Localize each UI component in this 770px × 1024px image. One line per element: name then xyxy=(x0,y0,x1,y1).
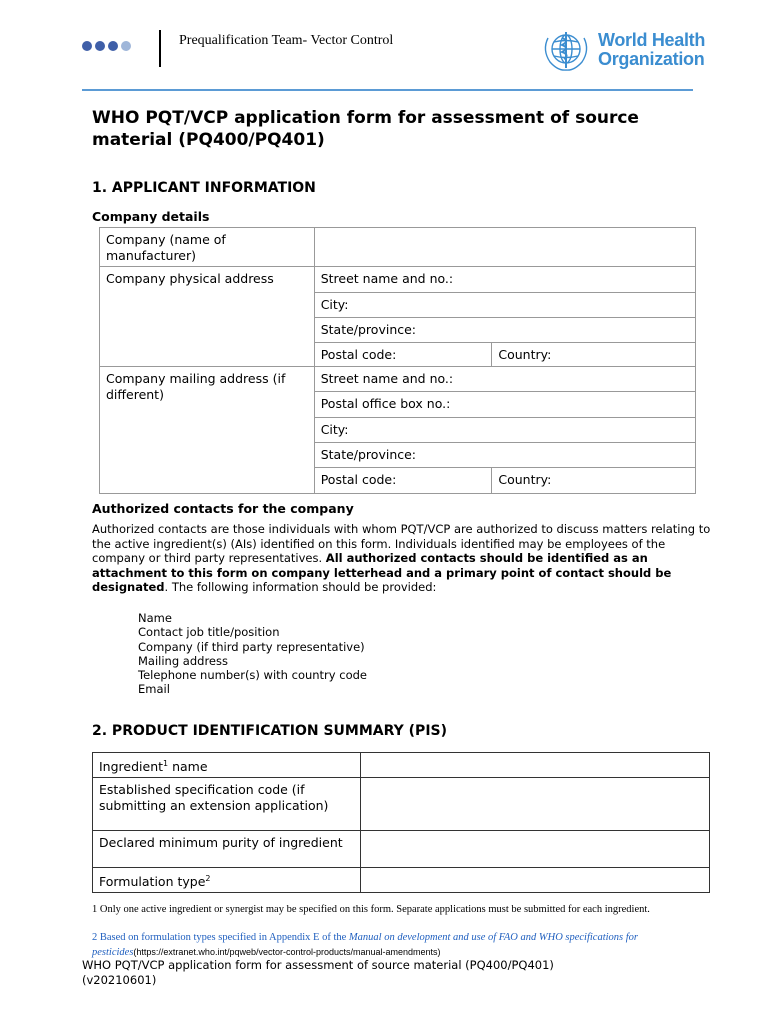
contact-info-list xyxy=(138,611,367,697)
mailing-street-field[interactable]: Street name and no.: xyxy=(314,367,695,392)
section-heading-applicant: 1. APPLICANT INFORMATION xyxy=(92,180,316,196)
footnote-2-text: 2 Based on formulation types specified in Appendix E of the xyxy=(92,932,349,943)
mailing-address-label: Company mailing address (if different) xyxy=(100,367,315,494)
company-details-table xyxy=(99,227,696,494)
footnote-2 xyxy=(92,931,712,960)
manual-url[interactable]: (https://extranet.who.int/pqweb/vector-control-products/manual-amendments) xyxy=(133,947,441,957)
ingredient-name-field[interactable] xyxy=(360,753,709,778)
footer-line-1: WHO PQT/VCP application form for assessment of source material (PQ400/PQ401) xyxy=(82,958,554,972)
contacts-para-bold: All authorized contacts should be identified as an attachment to this form on company letterhead and a primary point of contact should be designated xyxy=(92,551,672,594)
page-footer xyxy=(82,958,554,987)
list-item: Company (if third party representative) xyxy=(138,639,365,654)
spec-code-field[interactable] xyxy=(360,778,709,831)
who-wordmark-line1: World Health xyxy=(598,30,706,50)
footnote-1: 1 Only one active ingredient or synergist may be specified on this form. Separate applications must be submitted for each ingredient. xyxy=(92,904,650,915)
who-wordmark-line2: Organization xyxy=(598,49,705,69)
mailing-pobox-field[interactable]: Postal office box no.: xyxy=(314,392,695,418)
footnote-ref-2: 2 xyxy=(205,874,211,884)
subheading-company-details: Company details xyxy=(92,209,210,224)
dot-2 xyxy=(95,41,105,51)
mailing-state-field[interactable]: State/province: xyxy=(314,443,695,468)
who-logo xyxy=(538,26,705,74)
physical-city-field[interactable]: City: xyxy=(314,293,695,318)
list-item: Mailing address xyxy=(138,653,228,668)
list-item: Name xyxy=(138,611,172,625)
dot-4 xyxy=(121,41,131,51)
ingredient-name-label xyxy=(93,753,361,778)
dot-1 xyxy=(82,41,92,51)
team-name: Prequalification Team- Vector Control xyxy=(179,33,394,48)
formulation-type-field[interactable] xyxy=(360,868,709,893)
mailing-country-field[interactable]: Country: xyxy=(492,468,696,494)
list-item: Telephone number(s) with country code xyxy=(138,668,367,683)
physical-postal-field[interactable]: Postal code: xyxy=(314,343,492,367)
page-title: WHO PQT/VCP application form for assessment of source material (PQ400/PQ401) xyxy=(92,108,639,150)
header-rule xyxy=(82,89,693,91)
contacts-para-end: . The following information should be provided: xyxy=(164,580,437,594)
list-item: Email xyxy=(138,682,170,697)
physical-address-label: Company physical address xyxy=(100,267,315,367)
pis-table xyxy=(92,752,710,893)
list-item: Contact job title/position xyxy=(138,625,280,640)
mailing-postal-field[interactable]: Postal code: xyxy=(314,468,492,494)
spec-code-label: Established specification code (if submitting an extension application) xyxy=(93,778,361,831)
physical-street-field[interactable]: Street name and no.: xyxy=(314,267,695,293)
dot-3 xyxy=(108,41,118,51)
physical-country-field[interactable]: Country: xyxy=(492,343,696,367)
formulation-type-label xyxy=(93,868,361,893)
footer-version: (v20210601) xyxy=(82,972,157,987)
contacts-para-start: Authorized contacts are those individuals with whom PQT/VCP are authorized to discuss matters relating to the active ingredient(s) (AIs) identified on this form. Individuals identified may be employees of the company or third party representatives. xyxy=(92,522,711,565)
header-divider xyxy=(159,30,161,67)
formulation-label-text: Formulation type xyxy=(99,874,206,890)
min-purity-field[interactable] xyxy=(360,831,709,868)
decorative-dots xyxy=(82,41,131,51)
section-heading-pis: 2. PRODUCT IDENTIFICATION SUMMARY (PIS) xyxy=(92,723,448,739)
footnote-ref-1: 1 xyxy=(163,759,169,768)
mailing-city-field[interactable]: City: xyxy=(314,418,695,443)
min-purity-label: Declared minimum purity of ingredient xyxy=(93,831,361,868)
ingredient-label-text: Ingredient xyxy=(99,759,164,775)
manual-link[interactable]: Manual on development and use of FAO and WHO specifications for pesticides xyxy=(92,932,639,958)
physical-state-field[interactable]: State/province: xyxy=(314,318,695,343)
ingredient-label-tail: name xyxy=(168,759,208,775)
company-name-label: Company (name of manufacturer) xyxy=(100,228,315,267)
who-wordmark xyxy=(598,31,705,69)
contacts-heading: Authorized contacts for the company xyxy=(92,501,354,516)
contacts-paragraph xyxy=(92,522,712,595)
company-name-field[interactable] xyxy=(314,228,695,267)
who-emblem-icon xyxy=(538,26,594,74)
